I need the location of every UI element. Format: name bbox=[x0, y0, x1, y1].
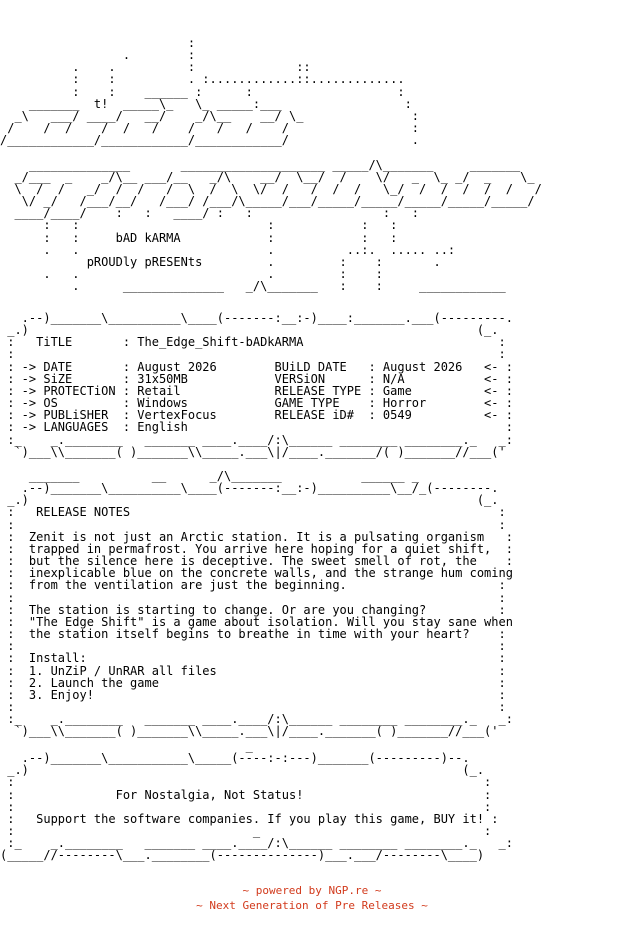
release-info-box: .--)_______\__________\____(-------:__:-)____:_______.___(---------. _.) (_. : TiTLE : The_Edge_Shift-bADkARMA : : : : -> DATE : August 2026 BUiLD DATE : August 2026 <- : : -> SiZE : 31x50MB VERSiON : N/A <- : : -> PROTECTiON : Retail RELEASE TYPE : Game <- : : -> OS : Windows GAME TYPE : Horror <- : : -> PUBLiSHER : VertexFocus RELEASE iD# : 0549 <- : : -> LANGUAGES : English : :_ _.________ _______ ____.____/:\______ ________ ________._ _: `)___\\_______( )_______\\_____.___\|/____._______/( )_______//___(' bbox=[7, 311, 513, 459]
powered-by-credit: ~ powered by NGP.re ~ bbox=[242, 884, 382, 897]
release-notes-box: _______ __ _/\_______ ______ _ .--)_______\__________\____(-------:__:-)__________\__/_(--------. _.) (_. : RELEASE NOTES : : : : Zenit is not just an Arctic station. It is a pulsating organism : : trapped in permafrost. You arrive here hoping for a quiet shift, : : but the silence here is deceptive. The sweet smell of rot, the : : inexplicable blue on the concrete walls, and the strange hum coming : from the ventilation are just the beginning. : : : : The station is starting to change. Or are you changing? : : "The Edge Shift" is a game about isolation. Will you stay sane when : the station itself begins to breathe in time with your heart? : : : : Install: : : 1. UnZiP / UnRAR all files : : 2. Launch the game : : 3. Enjoy! : : : :_ _.________ _______ ____.____/:\______ ________ ________._ _: `)___\\_______( )_______\\_____.___\|/____._______( )_______//___(' bbox=[7, 469, 513, 739]
footer-message-box: _ .--)_______\___________\_____(----:-:---)_______(---------)--. _.) (_. : : : For Nostalgia, Not Status! : : : : Support the software companies. If you play this game, BUY it! : : _ : :_ _.________ _______ ____.____/:\______ ________ ________._ _: (_____//--------\___.________(--------------)___.___/--------\____) bbox=[0, 739, 513, 863]
ngp-tagline: ~ Next Generation of Pre Releases ~ bbox=[196, 899, 428, 912]
bad-karma-ascii-logo: : . : . . : :: : : . :............::............. : : ______ : : : _______ t! _____\_ \_ _____:___ : _\ ___/ ____/ __/ _/\__ __/ \_ : / / / / / / / / / / : /____________/____________/____________/ . ______________ ____________________ _____/\_______ _______ _/___ _ _/\__ ___/__ _/\ __/ \__/ / \/ _ \_ _/ _ \_ \ / / _/ / / / \ / \ \/ / / / / \_/ / / / / / / \/ _/ /___/__/ /___/ /___/\_____/___/_____/_____/_____/_____/_____/ ____/____/ : : ____/ : : : : : : : : : : : bAD kARMA : : : . . . ..:. ..... ..: pROUDly pRESENts . : : . . . . : : . ______________ _/\_______ : : ____________ bbox=[0, 36, 542, 294]
